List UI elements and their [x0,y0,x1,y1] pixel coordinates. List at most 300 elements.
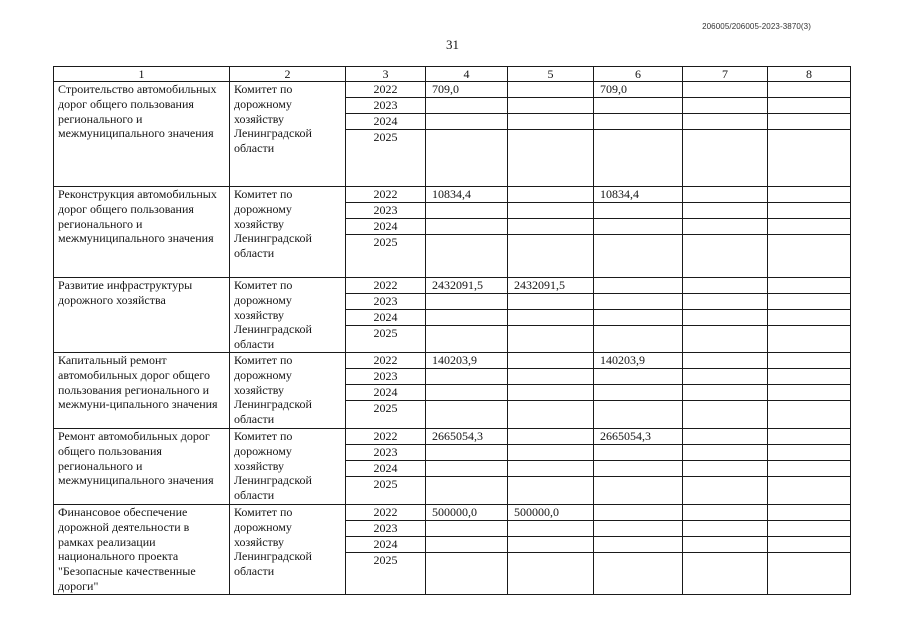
amount-value [683,326,695,352]
value-subrow [426,310,507,326]
table-row [54,187,851,278]
amount-value [768,219,780,234]
column-header-7: 7 [683,67,768,82]
amount-value [683,130,695,186]
value-subrow [683,537,767,553]
value-subrow [768,445,850,461]
amount-value [594,326,606,352]
value-subrow [683,429,767,445]
amount-value [768,537,780,552]
amount-value [594,505,606,520]
amount-value: 10834,4 [432,187,471,201]
value-cell-col7 [683,82,768,187]
value-subrow [426,219,507,235]
value-subrow [683,553,767,593]
amount-value [508,461,520,476]
executor-cell: Комитет по дорожному хозяйству Ленинградской области [230,278,346,353]
amount-value [594,553,606,593]
amount-value [683,477,695,504]
column-header-3: 3 [346,67,426,82]
amount-value [594,461,606,476]
amount-value [768,310,780,325]
amount-value: 709,0 [600,82,627,96]
amount-value [426,537,438,552]
column-header-4: 4 [426,67,508,82]
amount-value [426,445,438,460]
amount-value [508,310,520,325]
amount-value [426,553,438,593]
amount-value [508,353,520,368]
value-subrow [426,353,507,369]
value-subrow [508,326,593,352]
amount-value [508,130,520,186]
amount-value [768,521,780,536]
year-value: 2024 [373,114,398,128]
table-body [54,82,851,595]
amount-value [683,219,695,234]
value-subrow [594,294,682,310]
column-header-8: 8 [768,67,851,82]
value-subrow [508,521,593,537]
executor-cell: Комитет по дорожному хозяйству Ленинградской области [230,353,346,429]
year-subrow [346,401,425,428]
amount-value [508,326,520,352]
amount-value [683,82,695,97]
amount-value: 709,0 [432,82,459,96]
amount-value [683,401,695,428]
value-subrow [426,294,507,310]
value-subrow [426,385,507,401]
value-cell-col4 [426,353,508,429]
value-subrow [426,130,507,186]
value-subrow [426,82,507,98]
year-subrow [346,477,425,504]
column-header-2: 2 [230,67,346,82]
amount-value [683,461,695,476]
value-subrow [768,310,850,326]
value-subrow [768,187,850,203]
amount-value [594,369,606,384]
value-subrow [594,278,682,294]
value-subrow [508,461,593,477]
measure-name-cell: Строительство автомобильных дорог общего пользования регионального и межмуниципального значения [54,82,230,187]
year-subrow [346,369,425,385]
amount-value [594,130,606,186]
value-subrow [683,505,767,521]
amount-value [768,477,780,504]
year-value: 2025 [373,477,398,491]
year-subrow [346,235,425,277]
value-subrow [683,385,767,401]
value-cell-col8 [768,353,851,429]
amount-value [683,235,695,277]
value-subrow [594,130,682,186]
value-subrow [683,353,767,369]
value-subrow [426,521,507,537]
amount-value [594,278,606,293]
value-cell-col7 [683,187,768,278]
year-subrow [346,461,425,477]
amount-value [768,114,780,129]
amount-value [683,203,695,218]
amount-value: 140203,9 [600,353,645,367]
executor-cell: Комитет по дорожному хозяйству Ленинградской области [230,82,346,187]
amount-value [426,461,438,476]
value-subrow [683,401,767,428]
amount-value [768,353,780,368]
value-subrow [683,461,767,477]
table-row [54,353,851,429]
amount-value [426,326,438,352]
measure-name-cell: Капитальный ремонт автомобильных дорог общего пользования регионального и межмуни-ципального значения [54,353,230,429]
amount-value [594,114,606,129]
value-subrow [594,203,682,219]
value-subrow [594,537,682,553]
value-subrow [768,461,850,477]
value-subrow [683,310,767,326]
year-value: 2022 [373,82,398,96]
year-cell [346,82,426,187]
value-cell-col6 [594,278,683,353]
year-subrow [346,219,425,235]
year-value: 2022 [373,505,398,519]
amount-value: 2432091,5 [514,278,565,292]
value-cell-col5 [508,505,594,595]
amount-value [683,114,695,129]
page-number: 31 [446,37,459,52]
year-value: 2023 [373,294,398,308]
value-subrow [683,235,767,277]
value-subrow [508,82,593,98]
value-cell-col4 [426,187,508,278]
value-subrow [594,461,682,477]
value-cell-col4 [426,429,508,505]
value-subrow [768,219,850,235]
year-value: 2022 [373,353,398,367]
amount-value [768,385,780,400]
amount-value [768,187,780,202]
amount-value [683,369,695,384]
amount-value [594,98,606,113]
amount-value [594,203,606,218]
year-subrow [346,353,425,369]
amount-value [768,505,780,520]
value-subrow [683,521,767,537]
value-subrow [768,537,850,553]
value-subrow [508,310,593,326]
value-subrow [426,505,507,521]
amount-value [426,369,438,384]
amount-value [508,82,520,97]
amount-value [508,294,520,309]
year-subrow [346,445,425,461]
amount-value [508,445,520,460]
amount-value [768,203,780,218]
value-subrow [426,98,507,114]
value-cell-col8 [768,82,851,187]
amount-value [594,385,606,400]
amount-value [594,294,606,309]
year-value: 2024 [373,537,398,551]
value-subrow [594,429,682,445]
year-subrow [346,429,425,445]
amount-value [683,537,695,552]
year-subrow [346,187,425,203]
value-subrow [683,187,767,203]
amount-value [683,98,695,113]
value-subrow [768,82,850,98]
amount-value [768,235,780,277]
year-value: 2024 [373,310,398,324]
amount-value [508,187,520,202]
value-subrow [768,114,850,130]
table-row [54,429,851,505]
year-value: 2024 [373,219,398,233]
year-value: 2023 [373,203,398,217]
year-value: 2025 [373,130,398,144]
value-subrow [426,445,507,461]
amount-value [768,82,780,97]
value-subrow [683,219,767,235]
value-cell-col6 [594,82,683,187]
value-subrow [426,278,507,294]
amount-value [426,521,438,536]
amount-value: 500000,0 [514,505,559,519]
amount-value [768,294,780,309]
amount-value [594,219,606,234]
amount-value [594,477,606,504]
value-cell-col6 [594,505,683,595]
amount-value [683,445,695,460]
value-subrow [508,219,593,235]
amount-value [508,477,520,504]
value-subrow [683,369,767,385]
amount-value [508,553,520,593]
value-cell-col8 [768,505,851,595]
amount-value [426,294,438,309]
value-subrow [768,326,850,352]
value-subrow [508,130,593,186]
value-cell-col7 [683,505,768,595]
amount-value [768,429,780,444]
value-subrow [508,537,593,553]
value-subrow [768,278,850,294]
value-subrow [594,353,682,369]
value-cell-col5 [508,82,594,187]
year-subrow [346,537,425,553]
executor-cell: Комитет по дорожному хозяйству Ленинградской области [230,505,346,595]
value-subrow [426,203,507,219]
amount-value [426,235,438,277]
year-cell [346,353,426,429]
amount-value [426,219,438,234]
value-subrow [768,98,850,114]
value-subrow [594,521,682,537]
amount-value [768,445,780,460]
amount-value [508,537,520,552]
value-subrow [768,429,850,445]
value-subrow [683,326,767,352]
value-cell-col4 [426,505,508,595]
value-cell-col6 [594,187,683,278]
value-subrow [594,369,682,385]
year-subrow [346,130,425,186]
year-cell [346,278,426,353]
amount-value [594,521,606,536]
amount-value [768,130,780,186]
table-row [54,278,851,353]
value-subrow [683,278,767,294]
amount-value [768,98,780,113]
amount-value [426,114,438,129]
value-subrow [594,445,682,461]
amount-value [426,310,438,325]
table-row [54,82,851,187]
amount-value [426,98,438,113]
value-subrow [426,235,507,277]
amount-value [683,385,695,400]
value-cell-col7 [683,429,768,505]
amount-value [768,401,780,428]
amount-value [508,114,520,129]
measure-name-cell: Реконструкция автомобильных дорог общего пользования регионального и межмуниципального значения [54,187,230,278]
value-subrow [508,369,593,385]
year-subrow [346,278,425,294]
value-subrow [426,187,507,203]
value-subrow [768,294,850,310]
value-subrow [594,385,682,401]
value-subrow [768,235,850,277]
year-subrow [346,553,425,593]
amount-value: 10834,4 [600,187,639,201]
column-header-1: 1 [54,67,230,82]
amount-value [508,219,520,234]
column-header-5: 5 [508,67,594,82]
amount-value [768,278,780,293]
value-subrow [426,553,507,593]
year-value: 2025 [373,326,398,340]
amount-value [683,553,695,593]
value-subrow [683,114,767,130]
value-subrow [508,278,593,294]
value-subrow [426,477,507,504]
value-subrow [508,114,593,130]
value-subrow [594,553,682,593]
year-subrow [346,505,425,521]
value-subrow [508,187,593,203]
value-subrow [768,385,850,401]
value-subrow [508,98,593,114]
amount-value [508,203,520,218]
value-subrow [768,203,850,219]
year-value: 2024 [373,461,398,475]
year-cell [346,187,426,278]
amount-value [508,401,520,428]
value-cell-col6 [594,429,683,505]
amount-value [683,429,695,444]
value-subrow [594,310,682,326]
year-subrow [346,203,425,219]
table-header-row [54,67,851,82]
amount-value [683,294,695,309]
measure-name-cell: Развитие инфраструктуры дорожного хозяйства [54,278,230,353]
value-subrow [508,353,593,369]
amount-value [683,521,695,536]
value-subrow [768,130,850,186]
value-subrow [768,369,850,385]
amount-value [683,505,695,520]
value-cell-col4 [426,278,508,353]
value-subrow [508,294,593,310]
year-value: 2025 [373,235,398,249]
year-value: 2022 [373,278,398,292]
value-subrow [594,82,682,98]
value-subrow [426,369,507,385]
value-subrow [683,82,767,98]
amount-value [768,369,780,384]
value-subrow [594,326,682,352]
amount-value [594,235,606,277]
year-value: 2023 [373,98,398,112]
year-subrow [346,294,425,310]
value-subrow [508,401,593,428]
year-value: 2023 [373,521,398,535]
amount-value [508,385,520,400]
amount-value [594,401,606,428]
value-subrow [683,445,767,461]
executor-cell: Комитет по дорожному хозяйству Ленинградской области [230,187,346,278]
amount-value [426,385,438,400]
value-subrow [508,553,593,593]
year-subrow [346,114,425,130]
value-subrow [768,353,850,369]
value-subrow [508,505,593,521]
year-value: 2022 [373,187,398,201]
value-subrow [683,130,767,186]
value-cell-col7 [683,278,768,353]
year-subrow [346,98,425,114]
value-subrow [683,203,767,219]
amount-value [683,187,695,202]
amount-value [508,235,520,277]
value-subrow [594,477,682,504]
year-cell [346,429,426,505]
amount-value [426,203,438,218]
amount-value [508,521,520,536]
value-subrow [426,537,507,553]
value-subrow [508,385,593,401]
year-value: 2023 [373,445,398,459]
value-cell-col7 [683,353,768,429]
year-subrow [346,521,425,537]
document-code: 206005/206005-2023-3870(3) [702,22,811,31]
table-row [54,505,851,595]
amount-value: 140203,9 [432,353,477,367]
value-subrow [683,477,767,504]
value-subrow [426,461,507,477]
year-value: 2022 [373,429,398,443]
amount-value [768,553,780,593]
year-subrow [346,310,425,326]
value-cell-col5 [508,353,594,429]
value-subrow [683,294,767,310]
value-subrow [426,401,507,428]
value-subrow [594,219,682,235]
value-cell-col4 [426,82,508,187]
amount-value [426,401,438,428]
value-subrow [508,235,593,277]
amount-value: 2432091,5 [432,278,483,292]
